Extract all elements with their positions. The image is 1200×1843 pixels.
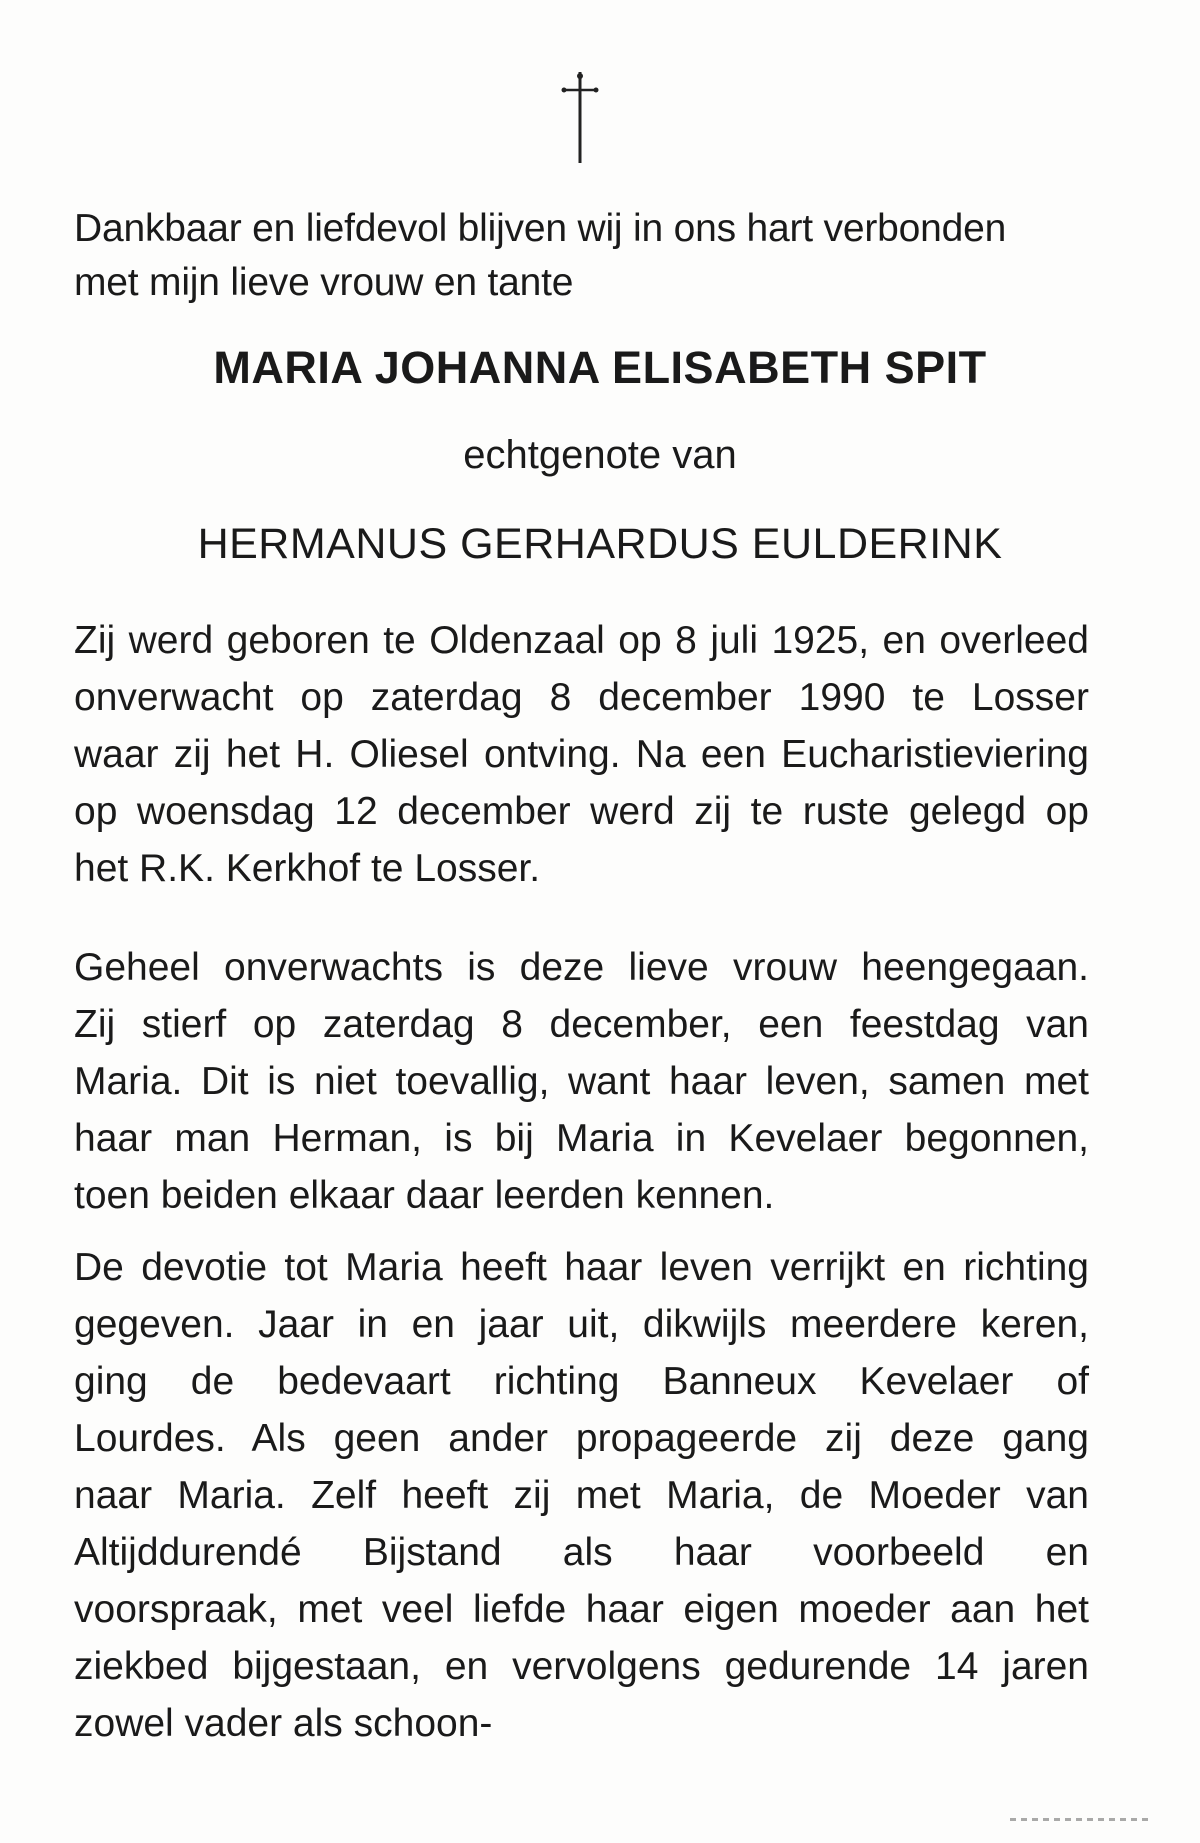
- spouse-name: HERMANUS GERHARDUS EULDERINK: [197, 520, 1003, 568]
- paragraph-line: toen beiden elkaar daar leerden kennen.: [74, 1174, 775, 1217]
- paragraph-line: voorspraak, met veel liefde haar eigen moeder aan het: [74, 1588, 1089, 1631]
- paragraph-line: onverwacht op zaterdag 8 december 1990 te Losser: [74, 676, 1089, 719]
- tribute-paragraph: [74, 939, 1089, 1224]
- paragraph-line: ziekbed bijgestaan, en vervolgens gedurende 14 jaren: [74, 1645, 1089, 1688]
- paragraph-line: ging de bedevaart richting Banneux Kevelaer of: [74, 1360, 1089, 1403]
- cross-icon: [560, 70, 600, 165]
- paragraph-line: naar Maria. Zelf heeft zij met Maria, de Moeder van: [74, 1474, 1089, 1517]
- paragraph-line: op woensdag 12 december werd zij te ruste gelegd op: [74, 790, 1089, 833]
- paragraph-line: haar man Herman, is bij Maria in Kevelaer begonnen,: [74, 1117, 1089, 1160]
- paragraph-line: het R.K. Kerkhof te Losser.: [74, 847, 541, 890]
- deceased-name: MARIA JOHANNA ELISABETH SPIT: [213, 342, 987, 393]
- devotion-paragraph: [74, 1239, 1089, 1752]
- paragraph-line: Altijddurendé Bijstand als haar voorbeeld en: [74, 1531, 1089, 1574]
- paragraph-line: waar zij het H. Oliesel ontving. Na een Eucharistieviering: [74, 733, 1089, 776]
- paragraph-line: zowel vader als schoon-: [74, 1702, 493, 1745]
- paragraph-line: Lourdes. Als geen ander propageerde zij deze gang: [74, 1417, 1089, 1460]
- intro-text: [74, 202, 1094, 310]
- paragraph-line: Zij stierf op zaterdag 8 december, een feestdag van: [74, 1003, 1089, 1046]
- paragraph-line: Maria. Dit is niet toevallig, want haar leven, samen met: [74, 1060, 1089, 1103]
- intro-line: met mijn lieve vrouw en tante: [74, 261, 574, 304]
- spouse-of-label: echtgenote van: [463, 433, 737, 477]
- paragraph-line: De devotie tot Maria heeft haar leven verrijkt en richting: [74, 1246, 1089, 1289]
- paragraph-line: gegeven. Jaar in en jaar uit, dikwijls meerdere keren,: [74, 1303, 1089, 1346]
- scan-artifact: [1010, 1818, 1150, 1821]
- paragraph-line: Geheel onverwachts is deze lieve vrouw heengegaan.: [74, 946, 1089, 989]
- paragraph-line: Zij werd geboren te Oldenzaal op 8 juli 1925, en overleed: [74, 619, 1089, 662]
- biography-paragraph: [74, 612, 1089, 897]
- intro-line: Dankbaar en liefdevol blijven wij in ons hart verbonden: [74, 207, 1007, 250]
